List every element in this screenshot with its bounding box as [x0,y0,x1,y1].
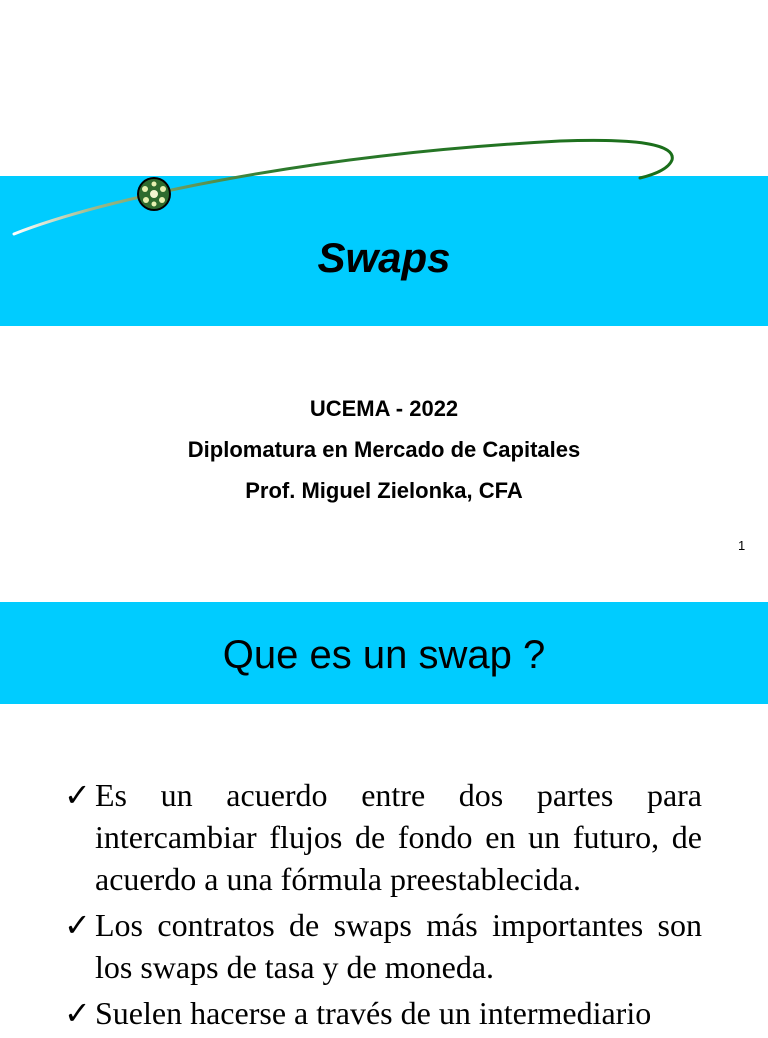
slide-2 [0,600,768,1031]
page-number: 1 [738,538,746,553]
bullet-text: Suelen hacerse a través de un intermediario [95,995,652,1031]
subtitle-block [0,388,768,511]
slide-title: Que es un swap ? [222,632,546,677]
checkmark-icon: ✓ [64,907,91,943]
bullet-item [62,774,702,900]
checkmark-icon: ✓ [64,777,91,813]
slide-title: Swaps [317,234,451,281]
subtitle-line: Prof. Miguel Zielonka, CFA [245,478,523,503]
title-band [0,602,768,704]
subtitle-line: Diplomatura en Mercado de Capitales [187,437,581,462]
bullet-text: Es un acuerdo entre dos partes para intercambiar flujos de fondo en un futuro, de acuerdo a una fórmula preestablecida. [95,777,702,897]
bullet-item [62,904,702,988]
orbit-orb-icon [0,0,768,260]
bullet-text: Los contratos de swaps más importantes son los swaps de tasa y de moneda. [95,907,702,985]
checkmark-icon: ✓ [64,995,91,1031]
bullet-item [62,992,702,1034]
subtitle-line: UCEMA - 2022 [309,396,459,421]
bullet-list [62,774,702,1038]
